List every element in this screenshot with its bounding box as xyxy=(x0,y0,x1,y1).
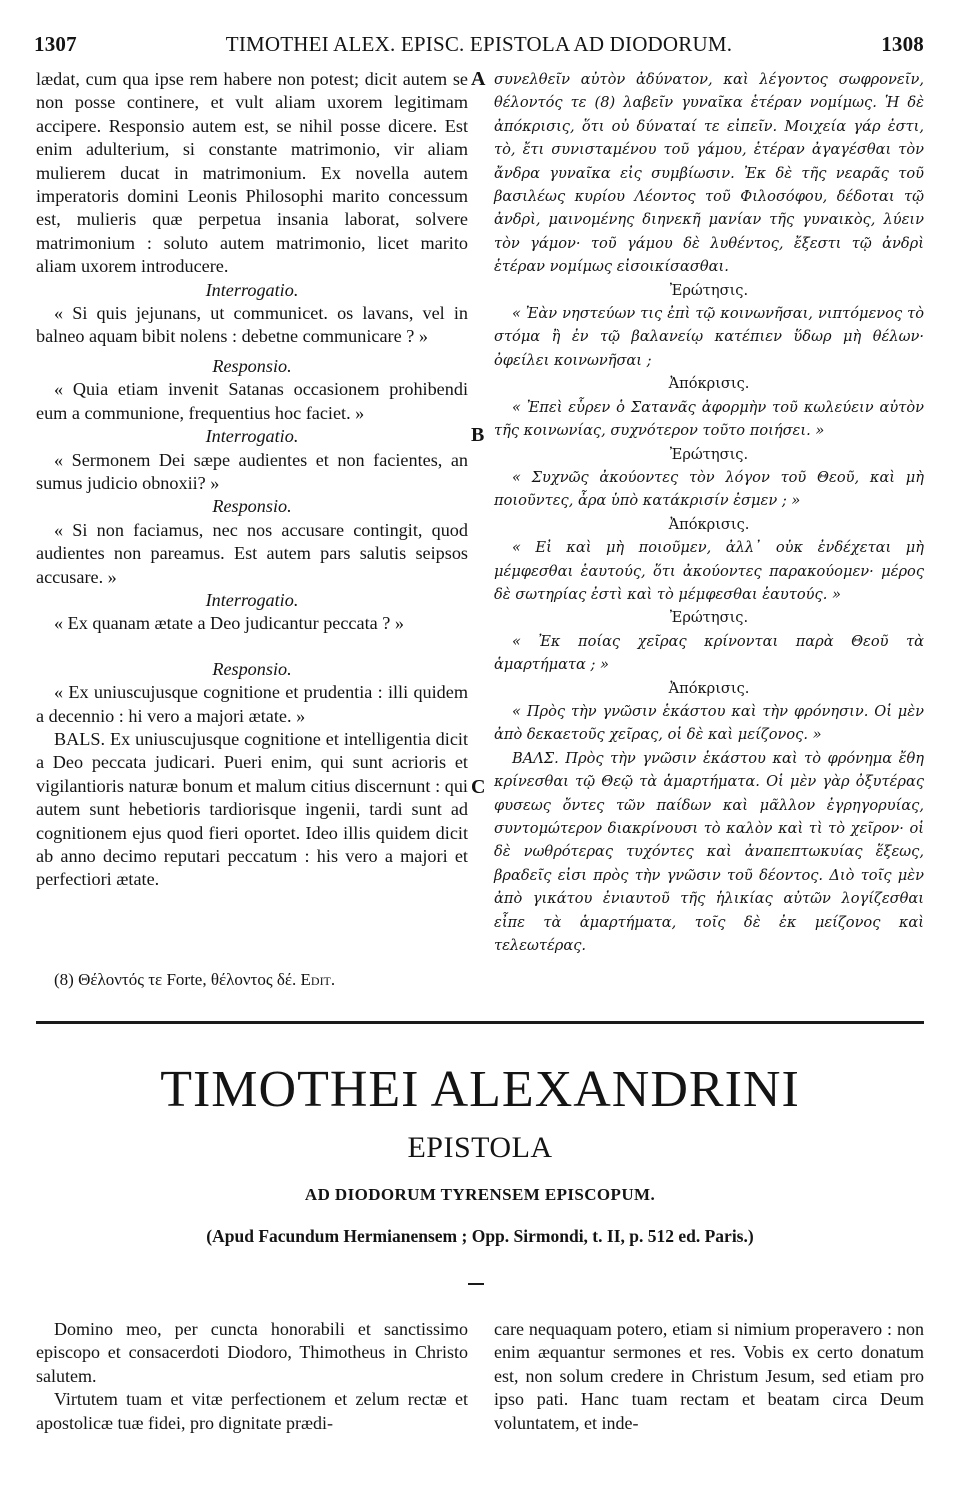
greek-paragraph: « Εἰ καὶ μὴ ποιοῦμεν, ἀλλ᾽ οὐκ ἐνδέχεται μὴ μέμφεσθαι ἑαυτούς, ὅτι ἀκούοντες παρακούομεν· μέρος δὲ σωτηρίας ἐστὶ καὶ τὸ μέμφεσθαι ἑαυτούς. » xyxy=(494,539,924,603)
latin-heading-responsio: Responsio. xyxy=(212,658,292,679)
page-number-left: 1307 xyxy=(34,32,77,56)
latin-column xyxy=(36,68,468,892)
greek-heading-apokrisis: Ἀπόκρισις. xyxy=(668,375,750,393)
latin-paragraph: « Si non faciamus, nec nos accusare contingit, quod audientes non pareamus. Est autem pars salutis seipsos accusare. » xyxy=(36,519,468,587)
greek-paragraph: « Ἐπεὶ εὗρεν ὁ Σατανᾶς ἀφορμὴν τοῦ κωλεύειν αὐτὸν τῆς κοινωνίας, συχνότερον τοῦτο ποιήσει. » xyxy=(494,398,924,440)
letter-column-right xyxy=(494,1318,924,1435)
margin-letter-c: C xyxy=(471,776,486,798)
latin-heading-interrogatio: Interrogatio. xyxy=(205,279,299,300)
latin-paragraph: lædat, cum qua ipse rem habere non potest; dicit autem se non posse continere, et vult aliam uxorem legitimam accipere. Responsio autem est, se nihil posse dicere. Est enim adulterium, si constante matrimonio, vir aliam mulierem ducat in matrimonium. Ex novella autem imperatoris domini Leonis Philosophi marito concessum est, mulieris quæ perpetua insania laborat, solvere matrimonium : soluto autem matrimonio, licet marito aliam uxorem introducere. xyxy=(36,69,468,277)
footnote xyxy=(54,970,474,990)
greek-heading-apokrisis: Ἀπόκρισις. xyxy=(668,515,750,533)
greek-paragraph: « Συχνῶς ἀκούοντες τὸν λόγον τοῦ Θεοῦ, καὶ μὴ ποιοῦντες, ἆρα ὑπὸ κατάκρισίν ἐσμεν ; » xyxy=(494,468,924,510)
margin-letter-b: B xyxy=(471,424,485,446)
greek-heading-erotesis: Ἐρώτησις. xyxy=(669,281,749,299)
letter-paragraph: Domino meo, per cuncta honorabili et sanctissimo episcopo et consacerdoti Diodoro, Thimotheus in Christo salutem. xyxy=(36,1319,468,1386)
greek-paragraph: « Ἐὰν νηστεύων τις ἐπὶ τῷ κοινωνῆσαι, νιπτόμενος τὸ στόμα ἢ ἐν τῷ βαλανείῳ κατέπιεν ὕδωρ μὴ θέλων· ὀφείλει κοινωνῆσαι ; xyxy=(494,305,924,369)
latin-paragraph: « Ex quanam ætate a Deo judicantur peccata ? » xyxy=(54,613,404,634)
latin-paragraph: « Quia etiam invenit Satanas occasionem prohibendi eum a communione, frequentius hoc faciet. » xyxy=(36,379,468,423)
letter-paragraph: Virtutem tuam et vitæ perfectionem et zelum rectæ et apostolicæ tuæ fidei, pro dignitate prædi- xyxy=(36,1389,468,1433)
page-number-right: 1308 xyxy=(881,32,924,56)
running-title: TIMOTHEI ALEX. EPISC. EPISTOLA AD DIODORUM. xyxy=(225,32,733,56)
footnote-text: (8) Θέλοντός τε Forte, θέλοντος δέ. xyxy=(54,970,297,989)
latin-heading-responsio: Responsio. xyxy=(212,496,292,517)
greek-heading-erotesis: Ἐρώτησις. xyxy=(669,445,749,463)
section-title: TIMOTHEI ALEXANDRINI xyxy=(160,1061,800,1118)
section-divider xyxy=(36,1021,924,1024)
margin-letter-a: A xyxy=(471,68,486,90)
latin-heading-interrogatio: Interrogatio. xyxy=(205,426,299,447)
source-citation: (Apud Facundum Hermianensem ; Opp. Sirmondi, t. II, p. 512 ed. Paris.) xyxy=(206,1226,754,1246)
running-header xyxy=(34,32,924,62)
latin-paragraph-bals: BALS. Ex uniuscujusque cognitione et intelligentia dicit a Deo peccata judicari. Pueri enim, qui sunt acrioris et vigilantioris naturæ bonum et malum citius discernunt : qui autem sunt hebetioris tardiorisque ingenii, tardi sunt ad cognitionem ejus quod fieri oportet. Ideo illis quidem dicit ab anno decimo reputari peccatum : his vero a majori et perfectiori ætate. xyxy=(36,728,468,890)
section-subtitle-addressee: AD DIODORUM TYRENSEM EPISCOPUM. xyxy=(304,1185,656,1204)
greek-paragraph: συνελθεῖν αὐτὸν ἀδύνατον, καὶ λέγοντος σωφρονεῖν, θέλοντός τε (8) λαβεῖν γυναῖκα ἑτέραν νομίμως. Ἡ δὲ ἀπόκρισις, ὅτι οὐ δύναταί τε εἰπεῖν. Μοιχεία γάρ ἐστι, τὸ, ἔτι συνισταμένου τοῦ γάμου, ἑτέραν ἀγαγέσθαι τὸν ἄνδρα γυναῖκα εἰς συμβίωσιν. Ἐκ δὲ τῆς νεαρᾶς τοῦ βασιλέως κυρίου Λέοντος τοῦ Φιλοσόφου, δέδοται τῷ ἀνδρὶ, μαινομένης διηνεκῆ μανίαν τῆς γυναικὸς, λύειν τὸν γάμον· τοῦ γάμου δὲ λυθέντος, ἔξεστι τῷ ἀνδρὶ ἑτέραν νομίμως εἰσοικίσασθαι. xyxy=(494,71,924,276)
section-subtitle: EPISTOLA xyxy=(407,1131,553,1164)
latin-heading-interrogatio: Interrogatio. xyxy=(205,589,299,610)
greek-heading-apokrisis: Ἀπόκρισις. xyxy=(668,679,750,697)
letter-column-left xyxy=(36,1318,468,1435)
latin-paragraph: « Si quis jejunans, ut communicet. os lavans, vel in balneo aquam bibit nolens : debetne communicare ? » xyxy=(36,303,468,347)
latin-paragraph: « Sermonem Dei sæpe audientes et non facientes, an sumus judicio obnoxii? » xyxy=(36,449,468,493)
short-divider xyxy=(468,1283,484,1285)
footnote-signature: Edit. xyxy=(300,970,336,989)
greek-column xyxy=(494,68,924,957)
latin-paragraph: « Ex uniuscujusque cognitione et prudentia : illi quidem a decennio : hi vero a majori ætate. » xyxy=(36,682,468,726)
greek-paragraph: « Πρὸς τὴν γνῶσιν ἑκάστου καὶ τὴν φρόνησιν. Οἱ μὲν ἀπὸ δεκαετοῦς χεῖρας, οἱ δὲ καὶ μείζονος. » xyxy=(494,702,924,744)
greek-heading-erotesis: Ἐρώτησις. xyxy=(669,609,749,627)
greek-paragraph-bals: ΒΑΛΣ. Πρὸς τὴν γνῶσιν ἑκάστου καὶ τὸ φρόνημα ἔθη κρίνεσθαι τῷ Θεῷ τὰ ἁμαρτήματα. Οἱ μὲν γὰρ ὀξυτέρας φυσεως ὄντες τῶν παίδων καὶ μᾶλλον ἐγρηγορυίας, συντομώτερον διακρίνουσι τὸ καλὸν καὶ τὶ τὸ χεῖρον· οἱ δὲ νωθρότερας τυχόντες καὶ ἀναπεπτωκυίας ἕξεως, βραδεῖς εἰσι πρὸς τὴν γνῶσιν τοῦ δέοντος. Διὸ τοῖς μὲν ἀπὸ γικάτου ἐνιαυτοῦ τῆς ἡλικίας αὐτῶν λογίζεσθαι εἶπε τὰ ἁμαρτήματα, τοῖς δὲ ἐκ μείζονος καὶ τελεωτέρας. xyxy=(494,749,924,955)
letter-paragraph: care nequaquam potero, etiam si nimium properavero : non enim æquantur sermones et res. Vobis ex certo donatum est, non solum credere in Christum Jesum, sed etiam pro ipso pati. Hanc tuam rectam et beatam circa Deum voluntatem, et inde- xyxy=(494,1319,924,1433)
greek-paragraph: « Ἐκ ποίας χεῖρας κρίνονται παρὰ Θεοῦ τὰ ἁμαρτήματα ; » xyxy=(494,632,924,674)
latin-heading-responsio: Responsio. xyxy=(212,355,292,376)
